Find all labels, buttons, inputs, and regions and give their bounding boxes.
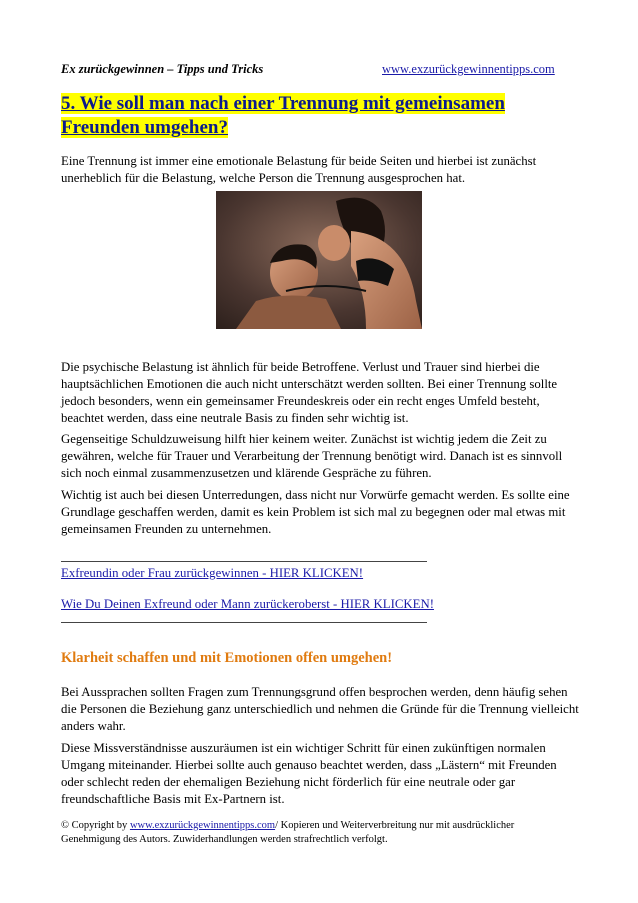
link-exfreund[interactable]: Wie Du Deinen Exfreund oder Mann zurückeroberst - HIER KLICKEN! — [61, 597, 434, 611]
couple-photo — [216, 191, 422, 329]
link-exfreundin[interactable]: Exfreundin oder Frau zurückgewinnen - HIER KLICKEN! — [61, 566, 364, 580]
footer-suffix: / Kopieren und Weiterverbreitung nur mit ausdrücklicher Genehmigung des Autors. Zuwiderhandlungen werden strafrechtlich verfolgt. — [61, 820, 515, 845]
title-line-1: 5. Wie soll man nach einer Trennung mit gemeinsamen — [61, 93, 505, 114]
intro-paragraph: Eine Trennung ist immer eine emotionale Belastung für beide Seiten und hierbei ist zunächst unerheblich für die Belastung, welche Person die Trennung ausgesprochen hat. — [61, 154, 537, 185]
body-paragraph: Wichtig ist auch bei diesen Unterredungen, dass nicht nur Vorwürfe gemacht werden. Es sollte eine Grundlage geschaffen werden, damit es kein Problem ist sich mal zu begegnen oder mal etwas mit gemeinsamen Freunden zu unternehmen. — [61, 488, 570, 536]
header-title: Ex zurückgewinnen – Tipps und Tricks — [61, 62, 264, 76]
header-website-link[interactable]: www.exzurückgewinnentipps.com — [382, 62, 555, 76]
divider-line — [61, 622, 427, 623]
body-paragraph: Bei Aussprachen sollten Fragen zum Trennungsgrund offen besprochen werden, denn häufig sehen die Personen die Beziehung ganz unterschiedlich und nehmen die Gründe für die Trennung vielleicht anders wahr. — [61, 685, 579, 733]
divider-line — [61, 561, 427, 562]
body-paragraph: Die psychische Belastung ist ähnlich für beide Betroffene. Verlust und Trauer sind hierbei die hauptsächlichen Emotionen die auch nicht unterschätzt werden sollten. Bei einer Trennung sollte jedoch besonders, wenn ein gemeinsamer Freundeskreis oder ein recht enges Umfeld besteht, beachtet werden, dass eine neutrale Basis zu finden sehr wichtig ist. — [61, 360, 558, 425]
body-paragraph: Gegenseitige Schuldzuweisung hilft hier keinem weiter. Zunächst ist wichtig jedem die Zeit zu gewähren, welche für Trauer und Verarbeitung der Trennung benötigt wird. Danach ist es sinnvoll sich noch einmal zusammenzusetzen und klärende Gespräche zu führen. — [61, 432, 563, 480]
copyright-footer — [61, 819, 561, 847]
title-line-2: Freunden umgehen? — [61, 117, 228, 138]
body-paragraph: Diese Missverständnisse auszuräumen ist ein wichtiger Schritt für einen zukünftigen normalen Umgang miteinander. Hierbei sollte auch genauso beachtet werden, dass „Lästern“ mit Freunden oder schlecht reden der ehemaligen Beziehung nicht förderlich für eine neutrale oder gar freundschaftliche Basis mit Ex-Partnern ist. — [61, 741, 557, 806]
footer-prefix: © Copyright by — [61, 820, 130, 831]
page-title — [61, 92, 531, 140]
section-heading: Klarheit schaffen und mit Emotionen offen umgehen! — [61, 650, 393, 666]
footer-website-link[interactable]: www.exzurückgewinnentipps.com — [129, 820, 276, 831]
